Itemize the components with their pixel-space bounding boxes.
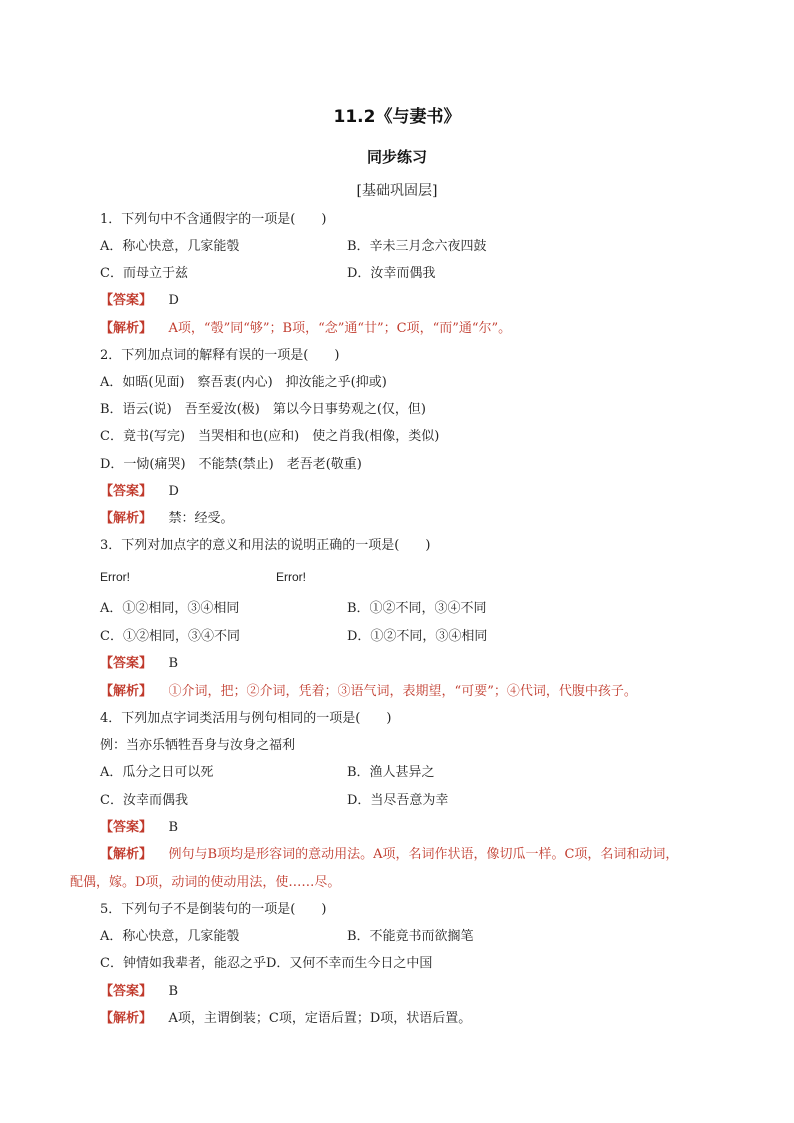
q4-option-a: A．瓜分之日可以死 xyxy=(100,765,214,780)
q1-stem: 1．下列句中不含通假字的一项是( ) xyxy=(100,212,327,227)
q1-analysis: A项，“彀”同“够”；B项，“念”通“廿”；C项，“而”通“尔”。 xyxy=(168,321,512,336)
q3-analysis: ①介词，把；②介词，凭着；③语气词，表期望，“可要”；④代词，代腹中孩子。 xyxy=(168,684,637,699)
q4-analysis-1: 例句与B项均是形容词的意动用法。A项，名词作状语，像切瓜一样。C项，名词和动词， xyxy=(168,847,679,862)
q3-stem: 3．下列对加点字的意义和用法的说明正确的一项是( ) xyxy=(100,538,431,553)
q1-option-c: C．而母立于兹 xyxy=(100,266,188,281)
q2-analysis-row xyxy=(100,510,234,528)
q2-analysis: 禁：经受。 xyxy=(168,511,234,526)
analysis-tag: 【解析】 xyxy=(100,1011,153,1026)
answer-tag: 【答案】 xyxy=(100,984,153,999)
q5-option-cd: C．钟情如我辈者，能忍之乎D．又何不幸而生今日之中国 xyxy=(100,956,433,971)
q3-option-b: B．①②不同，③④不同 xyxy=(347,601,487,616)
q3-answer-row xyxy=(100,655,178,673)
q1-answer-row xyxy=(100,292,179,310)
q3-analysis-row xyxy=(100,683,637,701)
q1-answer: D xyxy=(168,293,179,308)
q3-option-d: D．①②不同，③④相同 xyxy=(347,629,488,644)
q2-stem: 2．下列加点词的解释有误的一项是( ) xyxy=(100,348,340,363)
q5-analysis: A项，主谓倒装；C项，定语后置；D项，状语后置。 xyxy=(168,1011,472,1026)
q4-example: 例：当亦乐牺牲吾身与汝身之福利 xyxy=(100,738,296,753)
q1-option-a: A．称心快意，几家能彀 xyxy=(100,239,240,254)
analysis-tag: 【解析】 xyxy=(100,511,153,526)
answer-tag: 【答案】 xyxy=(100,484,153,499)
q4-analysis-row xyxy=(100,846,678,864)
q4-option-b: B．渔人甚异之 xyxy=(347,765,435,780)
q2-option-a: A．如晤(见面) 察吾衷(内心) 抑汝能之乎(抑或) xyxy=(100,375,387,390)
q1-analysis-row xyxy=(100,320,511,338)
q4-answer: B xyxy=(168,820,179,835)
q1-option-d: D．汝幸而偶我 xyxy=(347,266,436,281)
q2-answer: D xyxy=(168,484,179,499)
q2-option-d: D．一恸(痛哭) 不能禁(禁止) 老吾老(敬重) xyxy=(100,457,362,472)
q4-stem: 4．下列加点字词类活用与例句相同的一项是( ) xyxy=(100,711,392,726)
q4-option-d: D．当尽吾意为幸 xyxy=(347,793,449,808)
page-subtitle: 同步练习 xyxy=(366,148,427,166)
q2-option-b: B．语云(说) 吾至爱汝(极) 第以今日事势观之(仅，但) xyxy=(100,402,426,417)
q5-answer-row xyxy=(100,983,178,1001)
q3-error-1: Error! xyxy=(100,570,130,584)
answer-tag: 【答案】 xyxy=(100,293,153,308)
q5-answer: B xyxy=(168,984,179,999)
answer-tag: 【答案】 xyxy=(100,820,153,835)
q5-analysis-row xyxy=(100,1010,471,1028)
q4-analysis-2: 配偶，嫁。D项，动词的使动用法，使……尽。 xyxy=(70,875,341,890)
page-title: 11.2《与妻书》 xyxy=(333,107,461,127)
q5-option-a: A．称心快意，几家能彀 xyxy=(100,929,240,944)
analysis-tag: 【解析】 xyxy=(100,321,153,336)
q3-answer: B xyxy=(168,656,179,671)
q4-option-c: C．汝幸而偶我 xyxy=(100,793,188,808)
q5-option-b: B．不能竟书而欲搁笔 xyxy=(347,929,474,944)
analysis-tag: 【解析】 xyxy=(100,684,153,699)
analysis-tag: 【解析】 xyxy=(100,847,153,862)
q3-option-c: C．①②相同，③④不同 xyxy=(100,629,240,644)
q3-option-a: A．①②相同，③④相同 xyxy=(100,601,240,616)
q3-error-2: Error! xyxy=(276,570,306,584)
q5-stem: 5．下列句子不是倒装句的一项是( ) xyxy=(100,902,327,917)
q1-option-b: B．辛未三月念六夜四鼓 xyxy=(347,239,487,254)
section-heading: [基础巩固层] xyxy=(356,183,438,199)
q2-answer-row xyxy=(100,483,179,501)
answer-tag: 【答案】 xyxy=(100,656,153,671)
q2-option-c: C．竟书(写完) 当哭相和也(应和) 使之肖我(相像，类似) xyxy=(100,429,440,444)
q4-answer-row xyxy=(100,819,178,837)
